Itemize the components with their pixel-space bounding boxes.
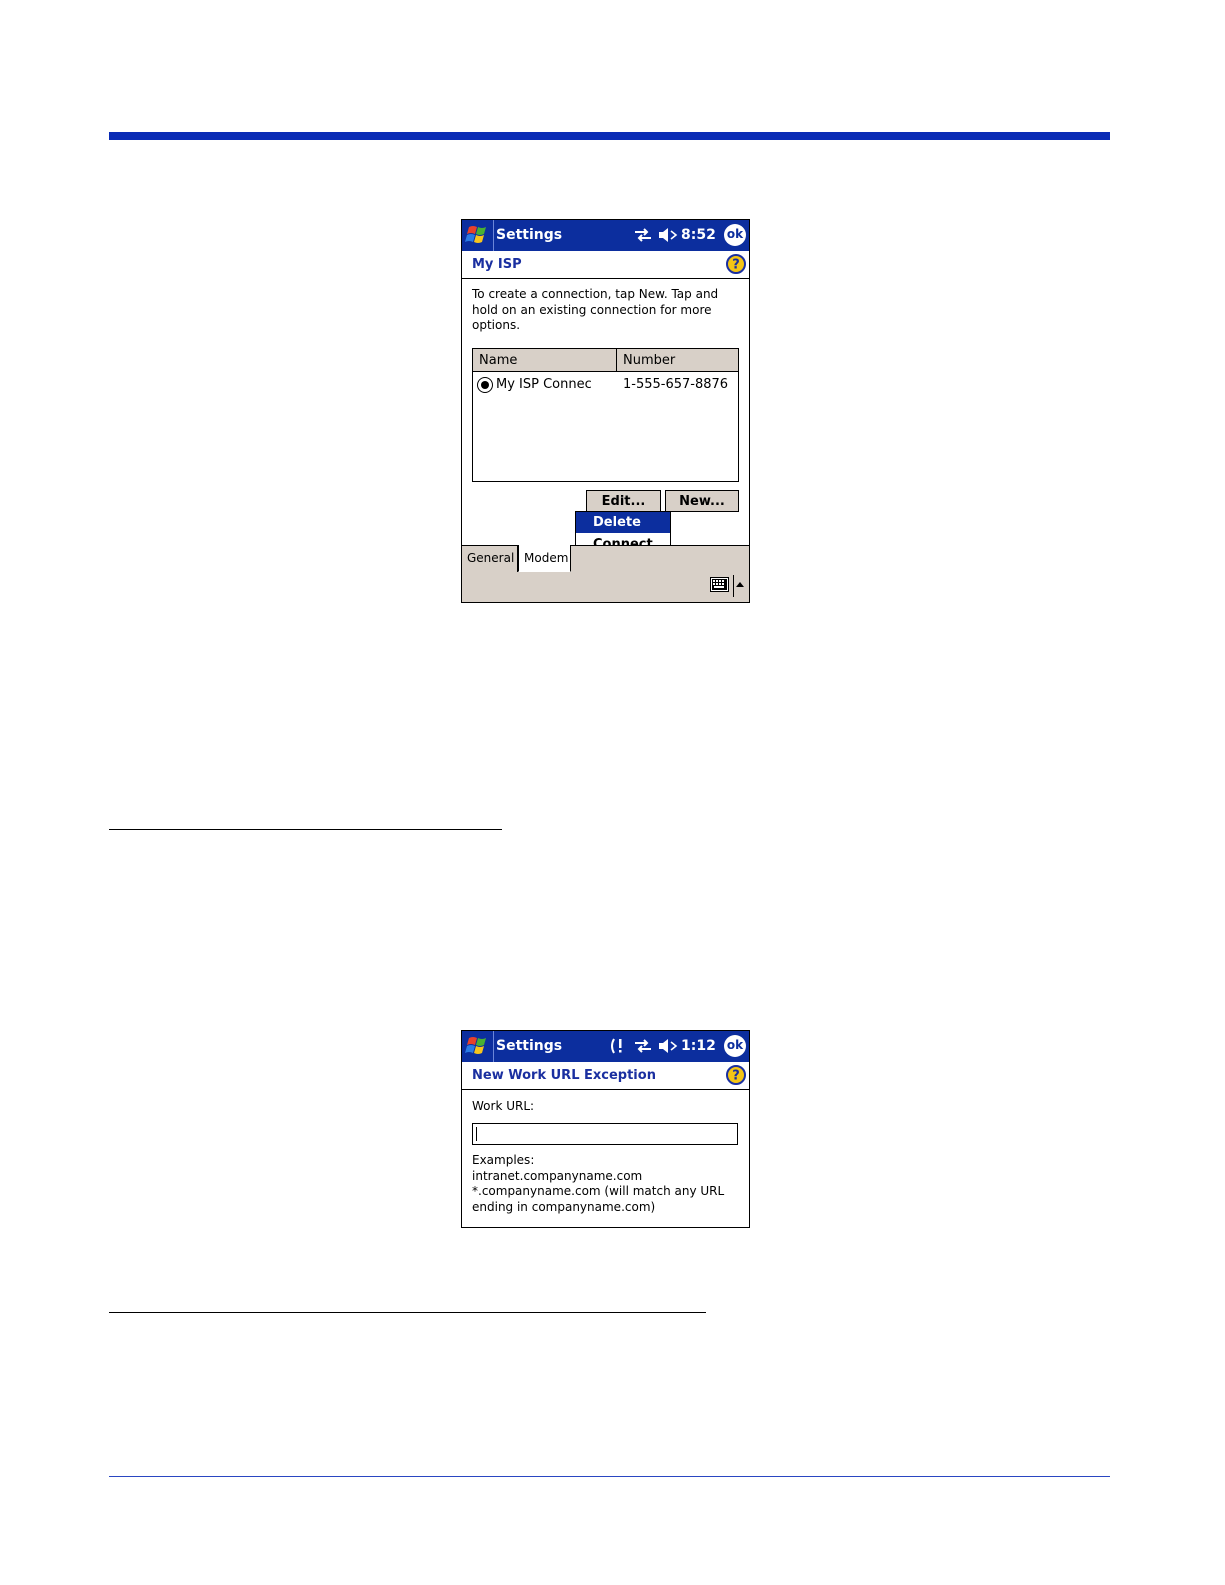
app-title: Settings xyxy=(496,227,563,243)
speaker-muted-icon[interactable] xyxy=(658,1037,678,1055)
examples-text xyxy=(472,1153,724,1215)
tab-strip xyxy=(462,545,749,573)
instructions-line: options. xyxy=(472,318,521,332)
clock[interactable]: 8:52 xyxy=(681,227,716,243)
windows-start-icon[interactable] xyxy=(464,1034,491,1059)
svg-text:?: ? xyxy=(732,1068,740,1084)
svg-text:?: ? xyxy=(732,257,740,273)
speaker-muted-icon[interactable] xyxy=(658,226,678,244)
examples-line: ending in companyname.com) xyxy=(472,1199,656,1214)
arrow-up-icon[interactable] xyxy=(736,582,744,587)
title-separator xyxy=(493,1031,494,1062)
app-title: Settings xyxy=(496,1038,563,1054)
footer-rule xyxy=(109,1476,1110,1477)
help-icon[interactable] xyxy=(726,254,746,274)
title-bar xyxy=(462,1031,749,1062)
page-subtitle: New Work URL Exception xyxy=(472,1068,656,1083)
examples-line: *.companyname.com (will match any URL xyxy=(472,1184,725,1198)
help-icon[interactable] xyxy=(726,1065,746,1085)
instructions xyxy=(472,287,718,334)
page-subtitle: My ISP xyxy=(472,257,522,272)
subtitle-row xyxy=(462,251,749,279)
notification-icon[interactable] xyxy=(609,1037,625,1055)
edit-button[interactable]: Edit... xyxy=(586,490,661,512)
examples-line: Examples: xyxy=(472,1153,535,1167)
instructions-line: hold on an existing connection for more xyxy=(472,302,712,317)
connectivity-icon[interactable] xyxy=(634,226,652,244)
connectivity-icon[interactable] xyxy=(634,1037,652,1055)
examples-line: intranet.companyname.com xyxy=(472,1168,643,1183)
work-url-label: Work URL: xyxy=(472,1099,535,1113)
subtitle-row xyxy=(462,1062,749,1090)
tab-modem[interactable]: Modem xyxy=(518,545,571,572)
tab-general[interactable]: General xyxy=(462,545,518,572)
column-header-number[interactable]: Number xyxy=(617,349,738,372)
text-caret xyxy=(476,1127,477,1141)
new-button[interactable]: New... xyxy=(665,490,739,512)
menu-bar xyxy=(462,572,749,602)
connection-radio[interactable] xyxy=(477,377,493,393)
title-separator xyxy=(493,220,494,251)
clock[interactable]: 1:12 xyxy=(681,1038,716,1054)
connection-name[interactable]: My ISP Connec xyxy=(496,377,592,392)
work-url-input[interactable] xyxy=(472,1123,738,1145)
instructions-line: To create a connection, tap New. Tap and xyxy=(472,287,719,301)
title-bar xyxy=(462,220,749,251)
menu-separator xyxy=(733,575,734,597)
ok-button[interactable]: ok xyxy=(724,1035,746,1057)
settings-my-isp-screenshot xyxy=(461,219,750,603)
context-menu-delete[interactable]: Delete xyxy=(576,512,670,533)
connection-number[interactable]: 1-555-657-8876 xyxy=(623,377,729,392)
column-header-name[interactable]: Name xyxy=(473,349,617,372)
keyboard-icon[interactable] xyxy=(710,577,729,592)
section-rule xyxy=(109,829,502,830)
header-accent-bar xyxy=(109,132,1110,140)
windows-start-icon[interactable] xyxy=(464,223,491,248)
ok-button[interactable]: ok xyxy=(724,224,746,246)
section-rule xyxy=(109,1312,706,1313)
settings-new-work-url-exception-screenshot xyxy=(461,1030,750,1228)
